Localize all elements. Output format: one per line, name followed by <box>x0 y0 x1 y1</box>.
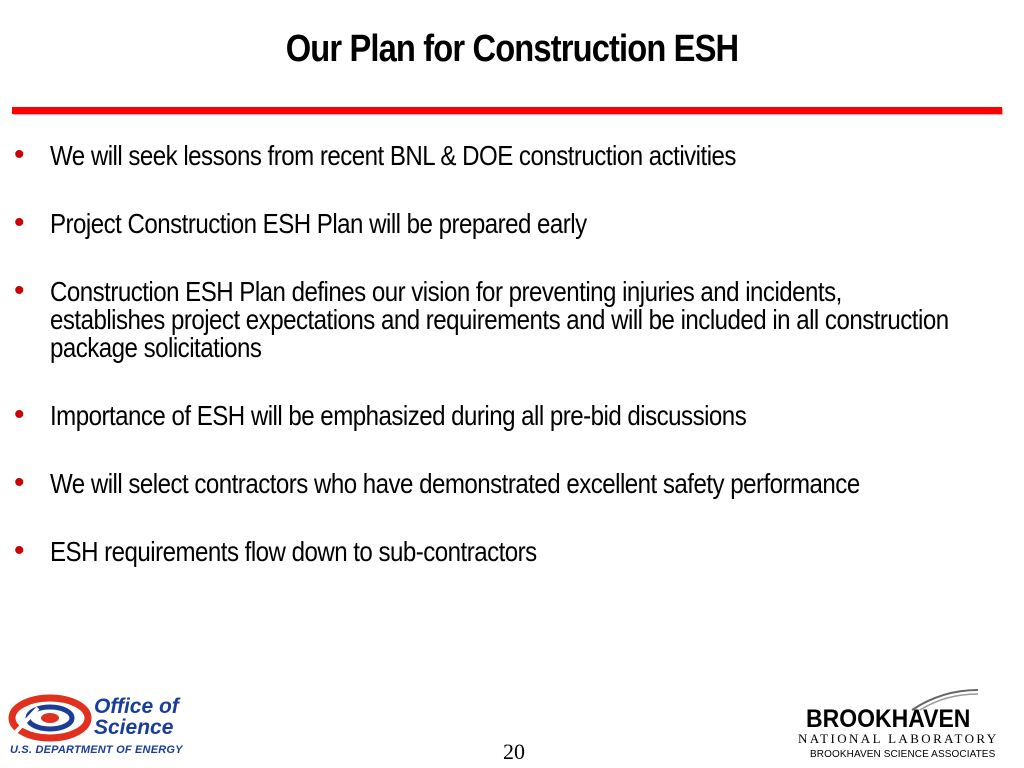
bullet-text: Construction ESH Plan defines our vision for preventing injuries and incidents, establishes project expectations and requirements and will be included in all construction package solicitations <box>50 276 949 363</box>
bullet-icon: • <box>14 274 25 307</box>
bullet-icon: • <box>14 398 25 431</box>
doe-label: U.S. DEPARTMENT OF ENERGY <box>10 744 183 756</box>
bullet-item <box>14 138 994 171</box>
title-divider <box>12 107 1002 114</box>
bullet-text: We will select contractors who have demonstrated excellent safety performance <box>50 468 860 499</box>
bullet-icon: • <box>14 138 25 171</box>
bullet-item <box>14 206 994 239</box>
brookhaven-logo <box>790 688 1015 764</box>
office-of-science-logo-icon <box>8 694 92 742</box>
slide-title: Our Plan for Construction ESH <box>285 28 739 70</box>
bullet-icon: • <box>14 466 25 499</box>
bullet-item <box>14 274 994 363</box>
brookhaven-science-associates-label: BROOKHAVEN SCIENCE ASSOCIATES <box>810 749 996 760</box>
science-line: Science <box>94 716 174 739</box>
brookhaven-wordmark: BROOKHAVEN <box>806 705 971 733</box>
page-number: 20 <box>503 739 525 764</box>
bullet-item <box>14 466 994 499</box>
national-laboratory-label: NATIONAL LABORATORY <box>798 731 999 746</box>
bullet-text: We will seek lessons from recent BNL & DOE construction activities <box>50 140 736 171</box>
bullet-icon: • <box>14 206 25 239</box>
bullet-text: Project Construction ESH Plan will be prepared early <box>50 208 587 239</box>
bullet-text: Importance of ESH will be emphasized during all pre-bid discussions <box>50 400 747 431</box>
bullet-item <box>14 398 994 431</box>
office-line: Office of <box>94 695 179 718</box>
office-of-science-logo <box>8 694 218 760</box>
bullet-text: ESH requirements flow down to sub-contractors <box>50 536 537 567</box>
bullet-item <box>14 534 994 567</box>
bullet-icon: • <box>14 534 25 567</box>
office-of-science-wordmark <box>94 696 179 738</box>
bullet-list <box>14 138 994 606</box>
